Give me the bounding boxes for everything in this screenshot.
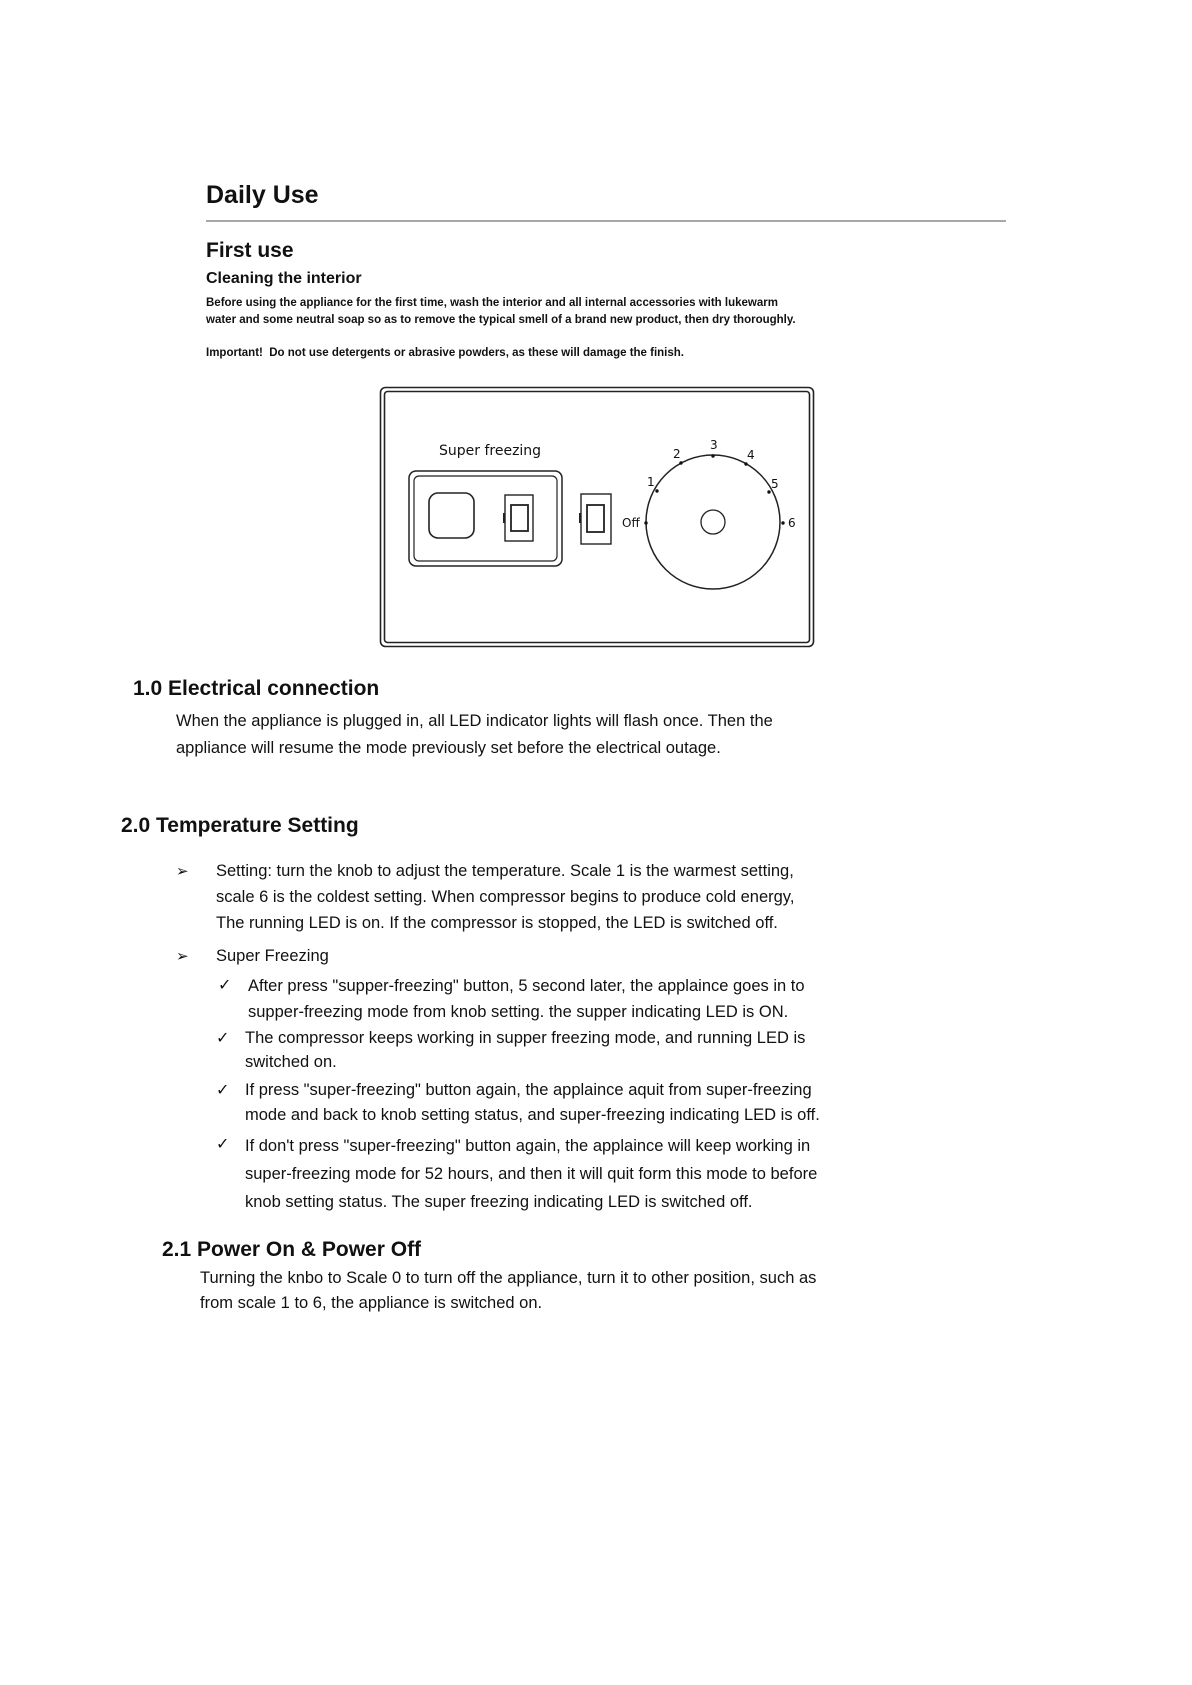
- important-label: Important!: [206, 347, 263, 359]
- check-3-line-1: If press "super-freezing" button again, the applaince aquit from super-freezing: [245, 1081, 812, 1099]
- super-freezing-label: Super freezing: [439, 443, 542, 459]
- important-note: [206, 345, 1026, 362]
- check-1-line-2: supper-freezing mode from knob setting. the supper indicating LED is ON.: [248, 1003, 789, 1021]
- cleaning-line-2: water and some neutral soap so as to remove the typical smell of a brand new product, then dry thoroughly.: [206, 314, 796, 326]
- scale-1-label: 1: [647, 475, 655, 489]
- check-3-line-2: mode and back to knob setting status, and super-freezing indicating LED is off.: [245, 1106, 820, 1124]
- first-use-heading: First use: [206, 239, 294, 262]
- temperature-heading: 2.0 Temperature Setting: [121, 814, 359, 837]
- title-divider: [206, 220, 1006, 222]
- check-2-line-1: The compressor keeps working in supper freezing mode, and running LED is: [245, 1029, 806, 1047]
- control-panel-diagram: [379, 386, 815, 648]
- knob-center: [701, 510, 725, 534]
- scale-5-label: 5: [771, 477, 779, 491]
- scale-3-label: 3: [710, 438, 718, 452]
- check-4-line-2: super-freezing mode for 52 hours, and then it will quit form this mode to before: [245, 1165, 818, 1183]
- check-item-3: [245, 1078, 1145, 1128]
- scale-off-label: Off: [622, 516, 640, 530]
- cleaning-paragraph: [206, 295, 1026, 329]
- check-4-line-3: knob setting status. The super freezing indicating LED is switched off.: [245, 1193, 753, 1211]
- important-text: Do not use detergents or abrasive powders, as these will damage the finish.: [269, 347, 684, 359]
- super-freezing-subheading: Super Freezing: [216, 947, 329, 965]
- bullet-arrow-icon: ➢: [176, 948, 189, 965]
- electrical-heading: 1.0 Electrical connection: [133, 677, 380, 700]
- setting-line-2: scale 6 is the coldest setting. When compressor begins to produce cold energy,: [216, 888, 795, 906]
- check-2-line-2: switched on.: [245, 1053, 337, 1071]
- checkmark-icon: ✓: [216, 1082, 230, 1099]
- power-heading: 2.1 Power On & Power Off: [162, 1238, 422, 1261]
- scale-6-label: 6: [788, 516, 796, 530]
- check-item-2: [245, 1026, 1125, 1074]
- checkmark-icon: ✓: [216, 1030, 230, 1047]
- setting-paragraph: [216, 858, 1116, 936]
- checkmark-icon: ✓: [218, 977, 232, 994]
- electrical-paragraph: [176, 708, 1076, 762]
- check-1-line-1: After press "supper-freezing" button, 5 second later, the applaince goes in to: [248, 977, 805, 995]
- bullet-arrow-icon: ➢: [176, 863, 189, 880]
- scale-4-label: 4: [747, 448, 755, 462]
- electrical-line-2: appliance will resume the mode previously set before the electrical outage.: [176, 739, 721, 757]
- check-item-1: [248, 973, 1128, 1025]
- setting-line-3: The running LED is on. If the compressor is stopped, the LED is switched off.: [216, 914, 778, 932]
- cleaning-line-1: Before using the appliance for the first time, wash the interior and all internal accessories with lukewarm: [206, 297, 778, 309]
- electrical-line-1: When the appliance is plugged in, all LED indicator lights will flash once. Then the: [176, 712, 773, 730]
- check-item-4: [245, 1132, 1145, 1216]
- check-4-line-1: If don't press "super-freezing" button again, the applaince will keep working in: [245, 1137, 811, 1155]
- cleaning-heading: Cleaning the interior: [206, 270, 362, 287]
- power-line-2: from scale 1 to 6, the appliance is switched on.: [200, 1294, 543, 1312]
- scale-2-label: 2: [673, 447, 681, 461]
- page-title: Daily Use: [206, 181, 319, 209]
- power-paragraph: [200, 1266, 1120, 1316]
- setting-line-1: Setting: turn the knob to adjust the temperature. Scale 1 is the warmest setting,: [216, 862, 794, 880]
- checkmark-icon: ✓: [216, 1136, 230, 1153]
- power-line-1: Turning the knbo to Scale 0 to turn off the appliance, turn it to other position, such as: [200, 1269, 817, 1287]
